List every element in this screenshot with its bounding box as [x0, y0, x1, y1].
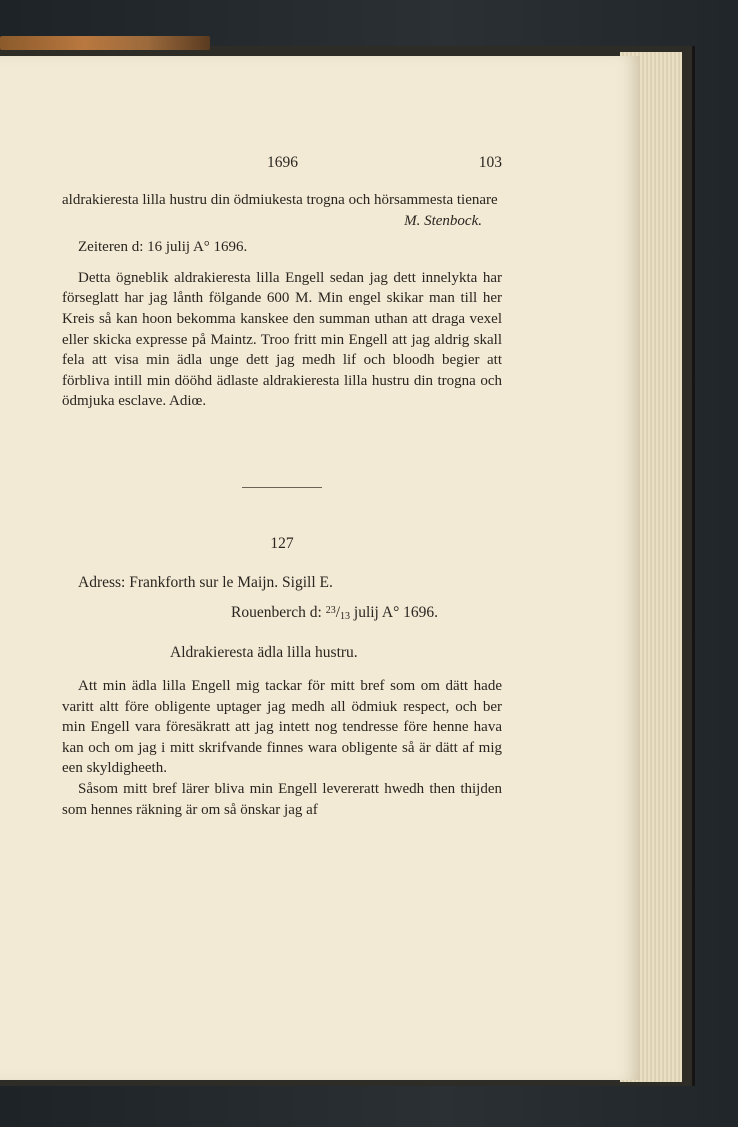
- bookmark-ribbon: [0, 36, 210, 50]
- letter-paragraph-1: Att min ädla lilla Engell mig tackar för mitt bref som om dätt hade varitt altt före obligente uptager jag medh all ödmiuk respect, och ber min Engell vara föresäkratt att jag intett nog tendresse före henne hava kan och om jag i mitt skrifvande finnes wara obligente så är dätt af mig een skyldigheeth.: [62, 678, 502, 777]
- section-divider: [242, 487, 322, 488]
- running-header: [62, 154, 502, 176]
- letter-closing: aldrakieresta lilla hustru din ödmiukesta trogna och hörsammesta tienare: [62, 192, 498, 208]
- letter-paragraph-2: Såsom mitt bref lärer bliva min Engell levereratt hwedh then thijden som hennes räkning är om så önskar jag af: [62, 780, 502, 818]
- page-number: 103: [478, 154, 502, 171]
- header-year: 1696: [267, 154, 298, 171]
- signature: M. Stenbock.: [404, 212, 482, 229]
- place-date-suffix: julij A° 1696.: [353, 604, 439, 621]
- salutation: Aldrakieresta ädla lilla hustru.: [170, 644, 358, 661]
- letter-number: 127: [270, 535, 294, 552]
- place-date-prefix: Rouenberch d:: [231, 604, 322, 621]
- letter-126-ending: [62, 190, 502, 412]
- letter-address: Adress: Frankforth sur le Maijn. Sigill E.: [78, 574, 333, 591]
- postscript-date: Zeiteren d: 16 julij A° 1696.: [78, 239, 248, 256]
- date-fraction-top: 23: [325, 605, 336, 616]
- place-date: Rouenberch d: $^{23}$/13 julij A° 1696.: [231, 604, 439, 622]
- date-fraction-bottom: 13: [340, 611, 351, 622]
- letter-127-body: [62, 676, 502, 820]
- postscript-body: Detta ögneblik aldrakieresta lilla Engell sedan jag dett innelykta har förseglatt har jag lånth fölgande 600 M. Min engel skikar man till her Kreis så kan hoon bekomma kanskee den summan uthan att draga vexel eller skicka expresse på Maintz. Troo fritt min Engell att jag aldrig skall fela att visa min ädla unge dett jag medh lif och bloodh begier att förbliva intill min dööhd ädlaste aldrakieresta lilla hustru din trogna och ödmjuka esclave. Adiœ.: [62, 269, 502, 410]
